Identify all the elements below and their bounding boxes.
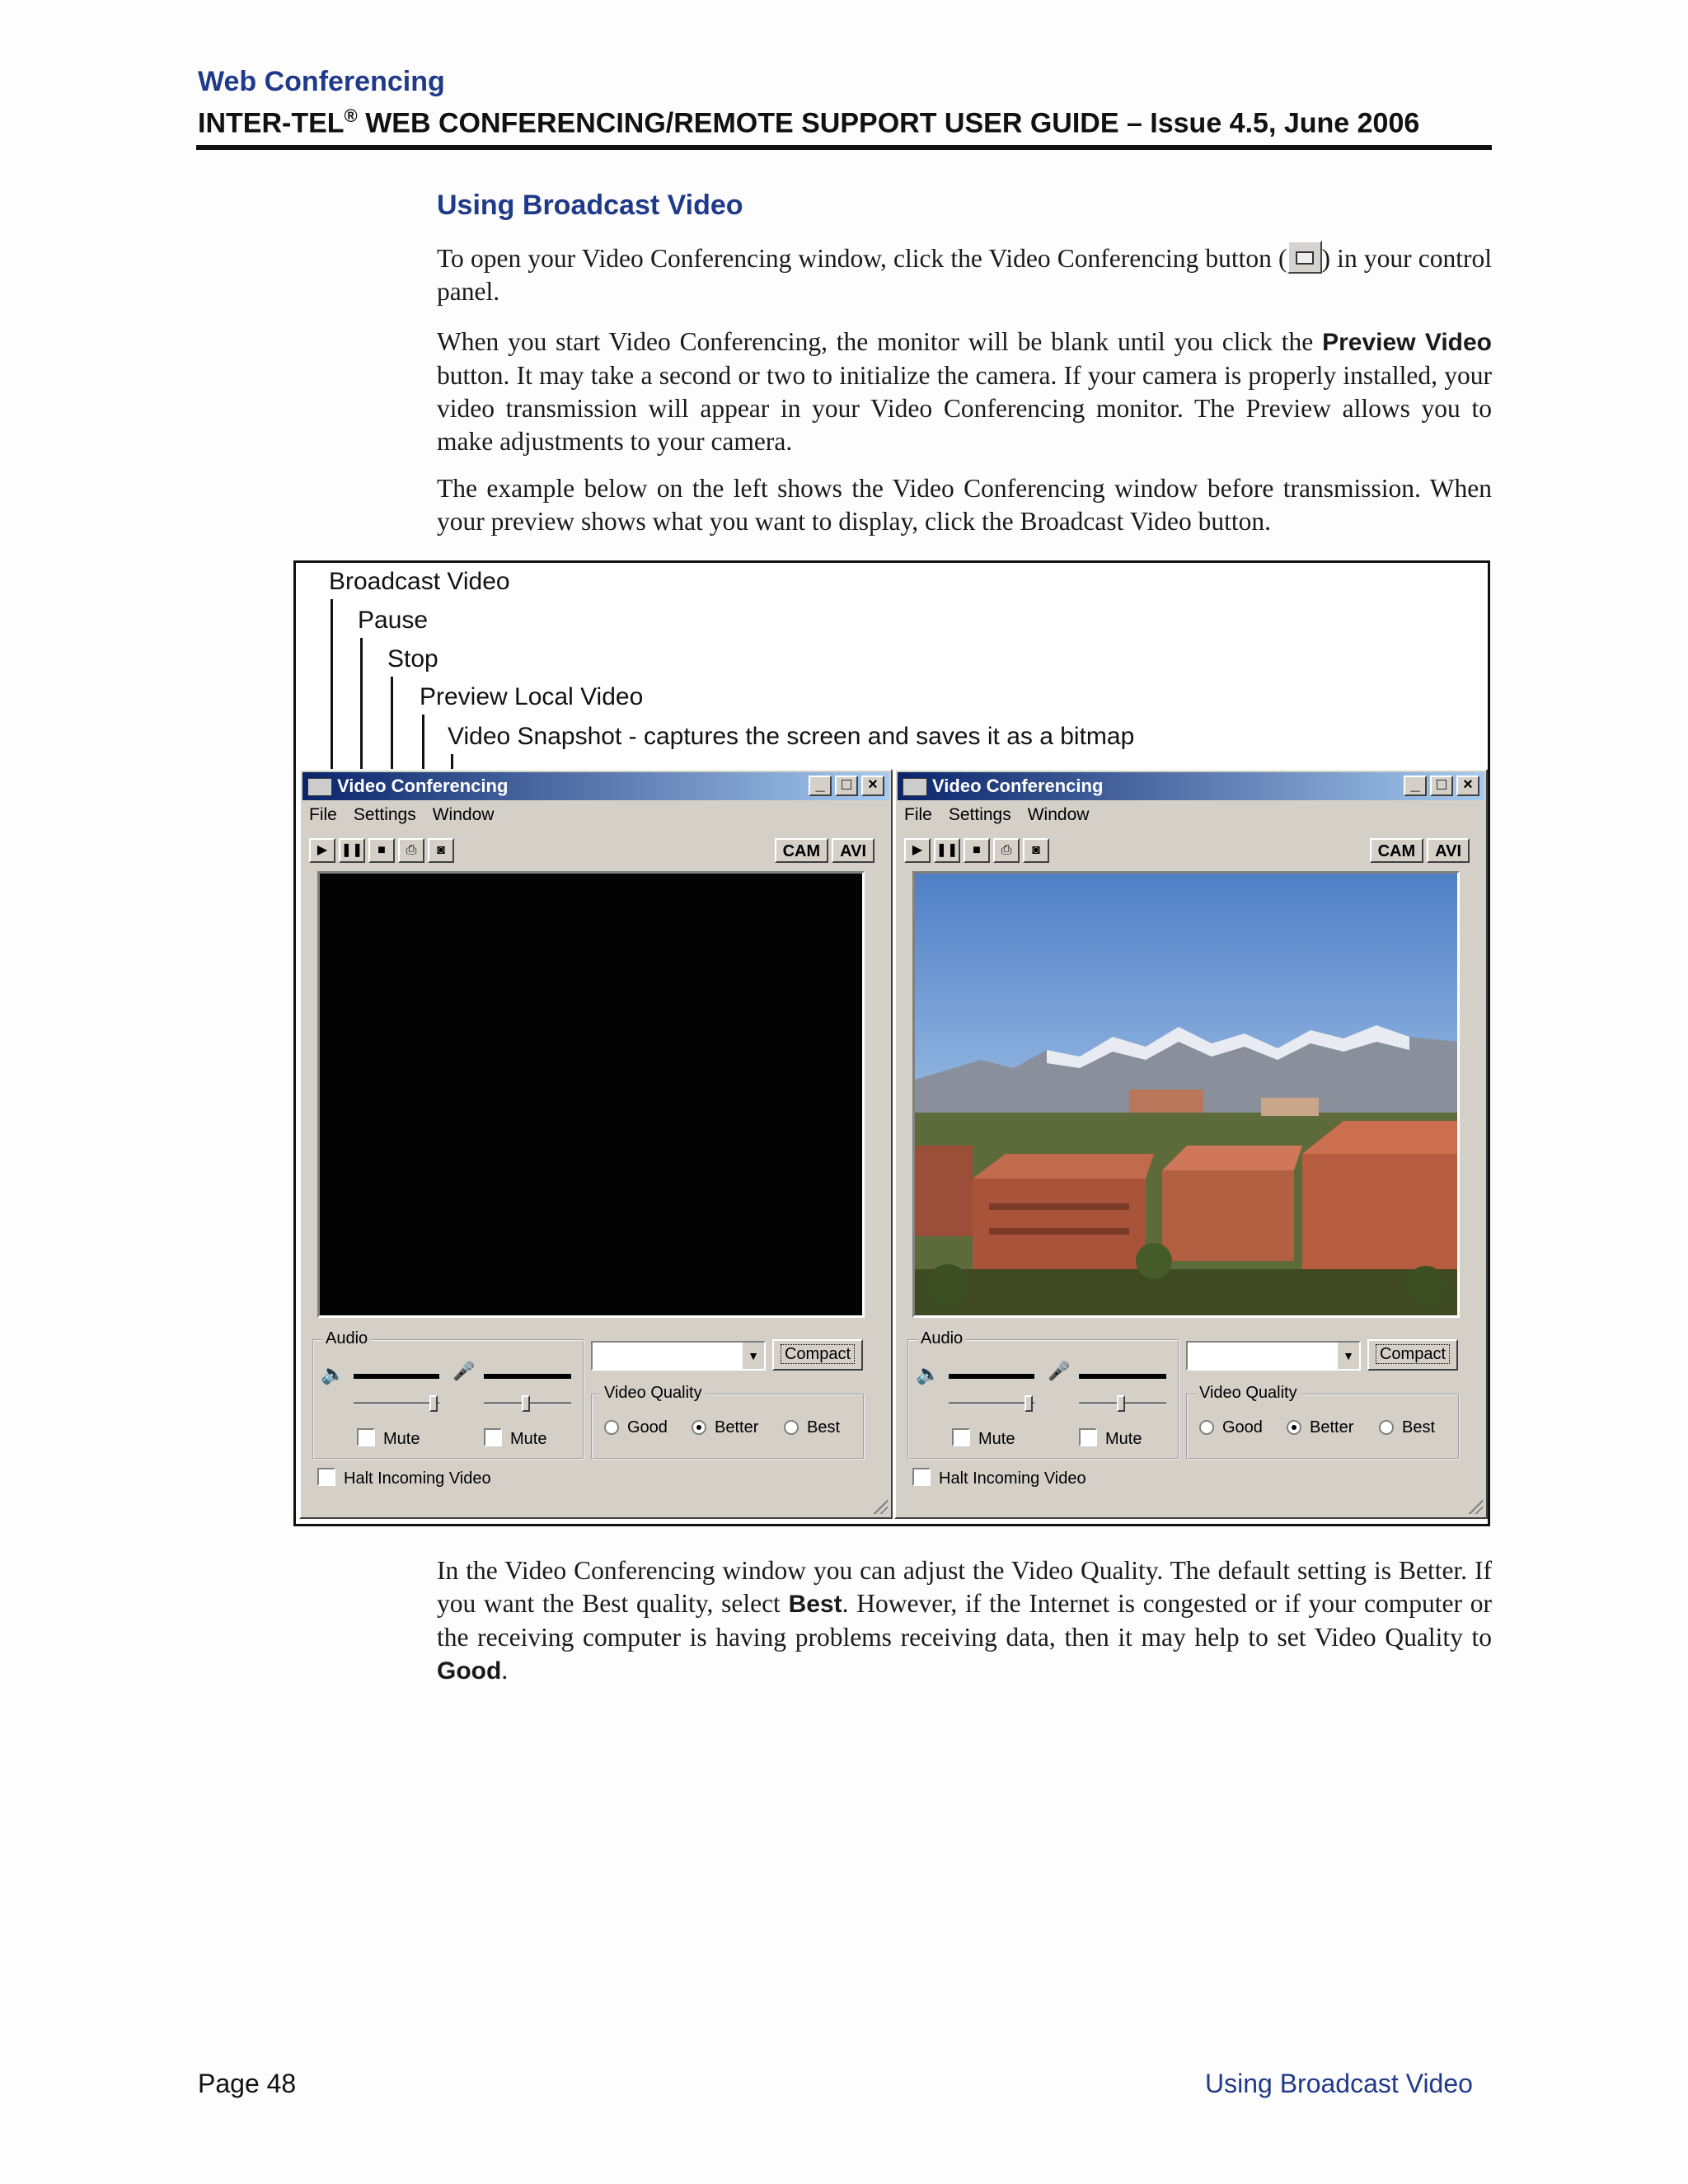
menu-file[interactable]: File: [309, 805, 337, 824]
volume-slider[interactable]: [949, 1402, 1034, 1405]
callout-stop: Stop: [387, 645, 438, 673]
header-rule: [196, 145, 1492, 150]
mic-mute-checkbox[interactable]: Mute: [1079, 1428, 1142, 1449]
menu-bar: [904, 805, 1105, 825]
cam-avi-group: [1367, 838, 1470, 863]
video-quality-legend: Video Quality: [1196, 1384, 1301, 1403]
menu-file[interactable]: File: [904, 805, 932, 824]
mic-mute-checkbox[interactable]: Mute: [484, 1428, 546, 1449]
window-titlebar: Video Conferencing _ □ ×: [898, 772, 1484, 800]
video-conferencing-figure: [293, 560, 1490, 1526]
minimize-button[interactable]: _: [1404, 776, 1427, 796]
maximize-button[interactable]: □: [1430, 776, 1453, 796]
quality-better-radio[interactable]: Better: [692, 1418, 758, 1437]
halt-incoming-video-checkbox[interactable]: Halt Incoming Video: [317, 1468, 491, 1488]
device-select[interactable]: [591, 1341, 766, 1371]
camera-icon: [903, 778, 927, 796]
cam-button[interactable]: CAM: [1370, 838, 1424, 863]
video-quality-legend: Video Quality: [601, 1384, 706, 1403]
microphone-icon: 🎤: [1048, 1361, 1071, 1381]
quality-best-radio[interactable]: Best: [784, 1418, 840, 1437]
menu-settings[interactable]: Settings: [948, 805, 1011, 824]
window-titlebar: Video Conferencing _ □ ×: [302, 772, 889, 800]
menu-settings[interactable]: Settings: [353, 805, 416, 824]
volume-slider-thumb[interactable]: [429, 1395, 438, 1412]
audio-group: [907, 1329, 1179, 1460]
volume-slider[interactable]: [354, 1402, 439, 1405]
speaker-mute-checkbox[interactable]: Mute: [952, 1428, 1015, 1449]
avi-button[interactable]: AVI: [1427, 838, 1470, 863]
paragraph-example: The example below on the left shows the Video Conferencing window before transmission. When your preview shows what you want to display, click the Broadcast Video button.: [437, 474, 1492, 536]
resize-grip[interactable]: [1465, 1496, 1483, 1514]
preview-local-video-button[interactable]: ⎙: [398, 838, 424, 863]
audio-legend: Audio: [322, 1329, 371, 1348]
volume-level: [354, 1374, 439, 1379]
audio-group: [312, 1329, 584, 1460]
stop-button[interactable]: ■: [964, 838, 990, 863]
cam-button[interactable]: CAM: [775, 838, 829, 863]
title-rest: WEB CONFERENCING/REMOTE SUPPORT USER GUIDE – Issue 4.5, June 2006: [357, 107, 1420, 139]
toolbar: [904, 838, 1053, 863]
volume-level: [949, 1374, 1034, 1379]
callout-broadcast-video: Broadcast Video: [329, 568, 510, 595]
paragraph-open-window: To open your Video Conferencing window, click the Video Conferencing button ( ) in your control panel.: [437, 241, 1492, 308]
video-quality-group: [1186, 1384, 1460, 1460]
mic-slider-thumb[interactable]: [1117, 1395, 1125, 1412]
callout-pause: Pause: [358, 607, 429, 634]
mic-level: [484, 1374, 571, 1379]
camera-icon: [307, 778, 332, 796]
toolbar: [309, 838, 457, 863]
paragraph-video-quality: In the Video Conferencing window you can adjust the Video Quality. The default setting is Better. If you want the Best quality, select Best. However, if the Internet is congested or if your computer or the receiving computer is having problems receiving data, then it may help to set Video Quality to Good.: [437, 1556, 1492, 1685]
maximize-button[interactable]: □: [835, 776, 858, 796]
speaker-icon: 🔈: [321, 1363, 345, 1385]
quality-good-radio[interactable]: Good: [604, 1418, 668, 1437]
video-monitor-blank: [317, 871, 865, 1318]
running-header-section: Web Conferencing: [198, 66, 445, 97]
paragraph-preview: When you start Video Conferencing, the monitor will be blank until you click the Preview Video button. It may take a second or two to initialize the camera. If your camera is properly installed, your video transmission will appear in your Video Conferencing monitor. The Preview allows you to make adjustments to your camera.: [437, 327, 1492, 456]
broadcast-video-button[interactable]: ▶: [904, 838, 931, 863]
minimize-button[interactable]: _: [809, 776, 832, 796]
pause-button[interactable]: ❚❚: [339, 838, 365, 863]
video-conferencing-button-icon: [1287, 241, 1322, 274]
speaker-mute-checkbox[interactable]: Mute: [357, 1428, 420, 1449]
mic-level: [1079, 1374, 1166, 1379]
avi-button[interactable]: AVI: [832, 838, 874, 863]
resize-grip[interactable]: [870, 1496, 888, 1514]
quality-good-radio[interactable]: Good: [1199, 1418, 1263, 1437]
compact-button[interactable]: Compact: [772, 1339, 863, 1371]
title-prefix: INTER-TEL: [198, 107, 345, 139]
registered-mark: ®: [344, 105, 358, 126]
volume-slider-thumb[interactable]: [1025, 1395, 1033, 1412]
footer-topic: Using Broadcast Video: [1205, 2069, 1473, 2098]
cam-avi-group: [771, 838, 874, 863]
close-button[interactable]: ×: [861, 776, 884, 796]
footer-page-number: Page 48: [198, 2069, 297, 2098]
close-button[interactable]: ×: [1456, 776, 1479, 796]
speaker-icon: 🔈: [916, 1363, 940, 1385]
broadcast-video-button[interactable]: ▶: [309, 838, 335, 863]
microphone-icon: 🎤: [452, 1361, 476, 1381]
preview-local-video-button[interactable]: ⎙: [993, 838, 1020, 863]
section-heading: Using Broadcast Video: [437, 190, 743, 221]
quality-better-radio[interactable]: Better: [1287, 1418, 1353, 1437]
snapshot-button[interactable]: ◙: [1023, 838, 1049, 863]
compact-button[interactable]: Compact: [1367, 1339, 1458, 1371]
halt-incoming-video-checkbox[interactable]: Halt Incoming Video: [912, 1468, 1086, 1488]
video-monitor-preview: [912, 871, 1460, 1318]
snapshot-button[interactable]: ◙: [428, 838, 454, 863]
video-window-preview: [894, 769, 1488, 1519]
campus-mountain-scene: [915, 874, 1457, 1315]
pause-button[interactable]: ❚❚: [934, 838, 960, 863]
video-quality-group: [591, 1384, 865, 1460]
callout-preview: Preview Local Video: [420, 683, 644, 710]
callout-snapshot: Video Snapshot - captures the screen and saves it as a bitmap: [448, 723, 1135, 750]
menu-window[interactable]: Window: [432, 805, 495, 824]
mic-slider-thumb[interactable]: [522, 1395, 530, 1412]
device-select[interactable]: [1186, 1341, 1361, 1371]
stop-button[interactable]: ■: [368, 838, 395, 863]
audio-legend: Audio: [917, 1329, 966, 1348]
menu-window[interactable]: Window: [1027, 805, 1090, 824]
menu-bar: [309, 805, 510, 825]
quality-best-radio[interactable]: Best: [1379, 1418, 1435, 1437]
video-window-before: [299, 769, 893, 1519]
running-header-title: [198, 105, 1419, 139]
